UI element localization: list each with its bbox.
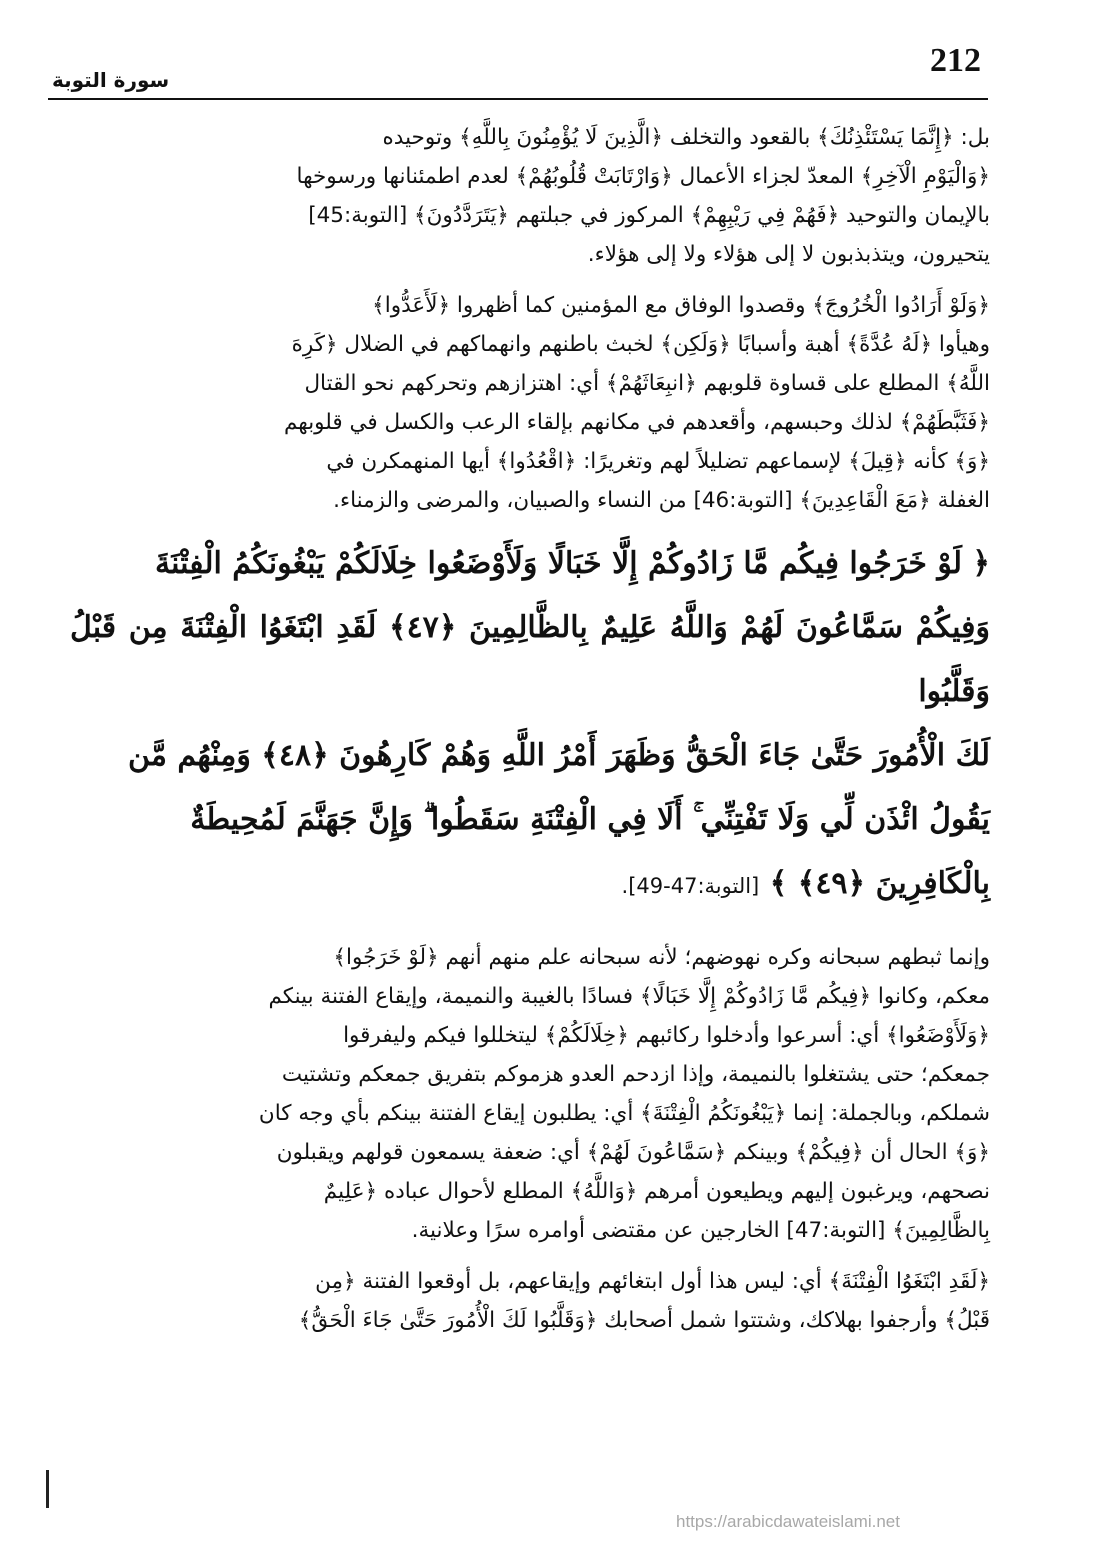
verse-line: وَفِيكُمْ سَمَّاعُونَ لَهُمْ وَاللَّهُ عَلِيمٌ بِالظَّالِمِينَ ﴿٤٧﴾ لَقَدِ ابْتَغَوُا الْفِتْنَةَ مِن قَبْلُ وَقَلَّبُوا: [70, 610, 990, 709]
text-line: ﴿وَ﴾ الحال أن ﴿فِيكُمْ﴾ وبينكم ﴿سَمَّاعُونَ لَهُمْ﴾ أي: ضعفة يسمعون قولهم ويقبلون: [276, 1140, 990, 1165]
text-line: جمعكم؛ حتى يشتغلوا بالنميمة، وإذا ازدحم العدو هزموكم بتفريق جمعكم وتشتيت: [281, 1062, 990, 1087]
text-line: وهيأوا ﴿لَهُ عُدَّةً﴾ أهبة وأسبابًا ﴿وَلَكِن﴾ لخبث باطنهم وانهماكهم في الضلال ﴿كَرِهَ: [291, 332, 990, 357]
page-body: [70, 118, 990, 1352]
text-line: بِالظَّالِمِينَ﴾ [التوبة:47] الخارجين عن مقتضى أوامره سرًا وعلانية.: [411, 1218, 990, 1243]
text-line: قَبْلُ﴾ وأرجفوا بهلاكك، وشتتوا شمل أصحابك ﴿وَقَلَّبُوا لَكَ الْأُمُورَ حَتَّىٰ جَاءَ الْحَقُّ﴾: [298, 1308, 990, 1333]
text-line: ﴿وَ﴾ كأنه ﴿قِيلَ﴾ لإسماعهم تضليلاً لهم وتغريرًا: ﴿اقْعُدُوا﴾ أيها المنهمكرن في: [326, 449, 990, 474]
text-line: يتحيرون، ويتذبذبون لا إلى هؤلاء ولا إلى هؤلاء.: [587, 242, 990, 267]
paragraph-3: [70, 938, 990, 1250]
text-line: معكم، وكانوا ﴿فِيكُم مَّا زَادُوكُمْ إِلَّا خَبَالًا﴾ فسادًا بالغيبة والنميمة، وإيقاع الفتنة بينكم: [268, 984, 990, 1009]
text-line: بالإيمان والتوحيد ﴿فَهُمْ فِي رَيْبِهِمْ﴾ المركوز في جبلتهم ﴿يَتَرَدَّدُونَ﴾ [التوبة:45]: [308, 203, 990, 228]
header-rule: [48, 98, 988, 100]
verse-line: لَكَ الْأُمُورَ حَتَّىٰ جَاءَ الْحَقُّ وَظَهَرَ أَمْرُ اللَّهِ وَهُمْ كَارِهُونَ ﴿٤٨﴾ وَمِنْهُم مَّن: [128, 738, 990, 773]
scan-edge-mark: [46, 1470, 49, 1508]
text-line: ﴿لَقَدِ ابْتَغَوُا الْفِتْنَةَ﴾ أي: ليس هذا أول ابتغائهم وإيقاعهم، بل أوقعوا الفتنة ﴿مِن: [315, 1269, 990, 1294]
paragraph-2: [70, 286, 990, 520]
verse-reference: [التوبة:47-49].: [621, 874, 760, 898]
watermark-link[interactable]: https://arabicdawateislami.net: [676, 1512, 900, 1531]
text-line: ﴿وَلَوْ أَرَادُوا الْخُرُوجَ﴾ وقصدوا الوفاق مع المؤمنين كما أظهروا ﴿لَأَعَدُّوا﴾: [372, 293, 990, 318]
text-line: اللَّهُ﴾ المطلع على قساوة قلوبهم ﴿انبِعَاثَهُمْ﴾ أي: اهتزازهم وتحركهم نحو القتال: [304, 371, 990, 396]
verse-line: يَقُولُ ائْذَن لِّي وَلَا تَفْتِنِّي ۚ أَلَا فِي الْفِتْنَةِ سَقَطُوا ۗ وَإِنَّ جَهَنَّمَ لَمُحِيطَةٌ: [190, 802, 990, 837]
text-line: ﴿وَلَأَوْضَعُوا﴾ أي: أسرعوا وأدخلوا ركائبهم ﴿خِلَالَكُمْ﴾ ليتخللوا فيكم وليفرقوا: [343, 1023, 990, 1048]
text-line: بل: ﴿إِنَّمَا يَسْتَئْذِنُكَ﴾ بالقعود والتخلف ﴿الَّذِينَ لَا يُؤْمِنُونَ بِاللَّهِ﴾ وتوحيده: [382, 125, 990, 150]
paragraph-4: [70, 1262, 990, 1340]
verse-line: بِالْكَافِرِينَ ﴿٤٩﴾ ﴾: [769, 866, 990, 901]
text-line: شملكم، وبالجملة: إنما ﴿يَبْغُونَكُمُ الْفِتْنَةَ﴾ أي: يطلبون إيقاع الفتنة بينكم بأي وجه كان: [258, 1101, 990, 1126]
text-line: وإنما ثبطهم سبحانه وكره نهوضهم؛ لأنه سبحانه علم منهم أنهم ﴿لَوْ خَرَجُوا﴾: [333, 945, 990, 970]
paragraph-1: [70, 118, 990, 274]
text-line: ﴿فَثَبَّطَهُمْ﴾ لذلك وحبسهم، وأقعدهم في مكانهم بإلقاء الرعب والكسل في قلوبهم: [283, 410, 990, 435]
running-title: سورة التوبة: [52, 68, 170, 92]
text-line: ﴿وَالْيَوْمِ الْآخِرِ﴾ المعدّ لجزاء الأعمال ﴿وَارْتَابَتْ قُلُوبُهُمْ﴾ لعدم اطمئنانها ورسوخها: [296, 164, 990, 189]
verse-line: ﴿ لَوْ خَرَجُوا فِيكُم مَّا زَادُوكُمْ إِلَّا خَبَالًا وَلَأَوْضَعُوا خِلَالَكُمْ يَبْغُونَكُمُ الْفِتْنَةَ: [154, 546, 990, 581]
text-line: نصحهم، ويرغبون إليهم ويطيعون أمرهم ﴿وَاللَّهُ﴾ المطلع لأحوال عباده ﴿عَلِيمٌ: [323, 1179, 990, 1204]
quran-verse-block: [70, 532, 990, 918]
text-line: الغفلة ﴿مَعَ الْقَاعِدِينَ﴾ [التوبة:46] من النساء والصبيان، والمرضى والزمناء.: [333, 488, 990, 513]
page-number: 212: [930, 42, 981, 79]
